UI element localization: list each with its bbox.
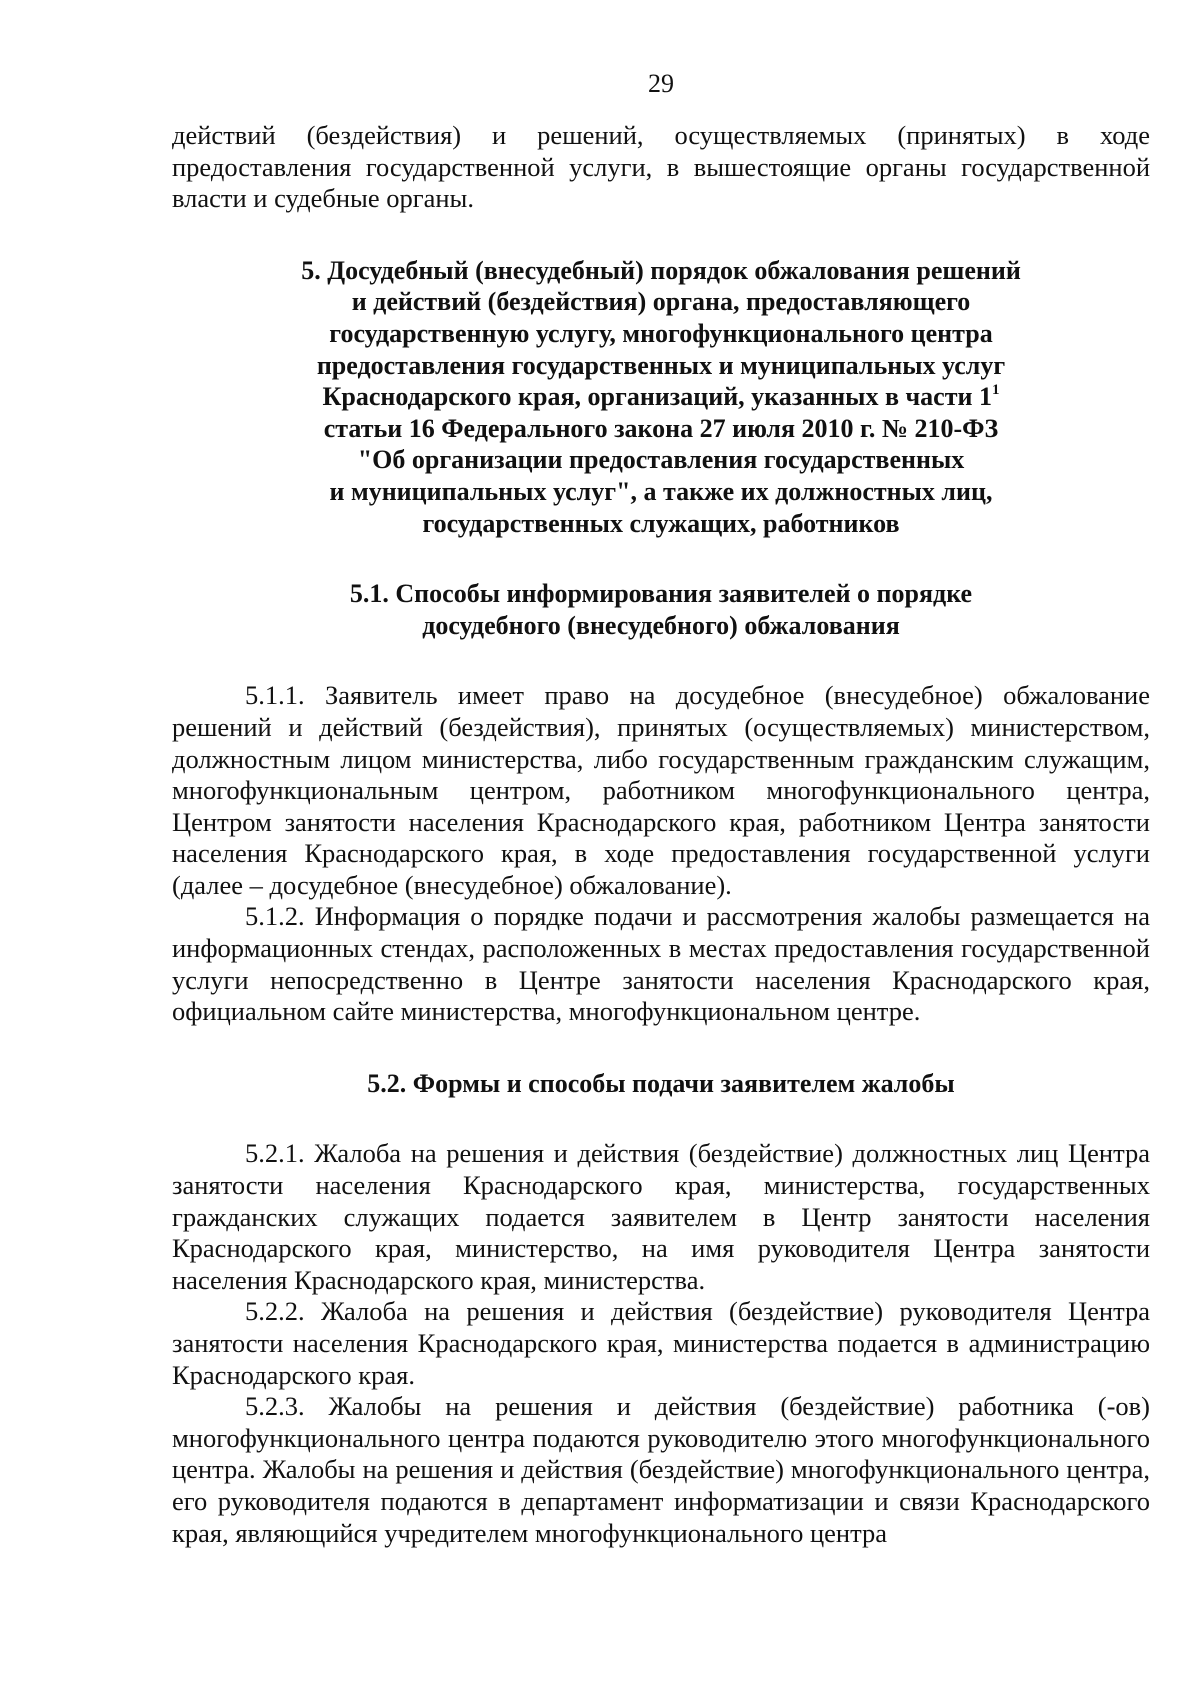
heading-line: статьи 16 Федерального закона 27 июля 2010 г. № 210-ФЗ [323,413,999,443]
superscript-part-number: 1 [991,382,1000,399]
heading-line: досудебного (внесудебного) обжалования [422,610,900,640]
section-5-2-heading: 5.2. Формы и способы подачи заявителем жалобы [367,1068,955,1098]
heading-line: и муниципальных услуг", а также их должностных лиц, [329,476,993,506]
intro-paragraph: действий (бездействия) и решений, осуществляемых (принятых) в ходе предоставления государственной услуги, в вышестоящие органы государственной власти и судебные органы. [172,120,1150,214]
paragraph-5-2-2: 5.2.2. Жалоба на решения и действия (бездействие) руководителя Центра занятости населения Краснодарского края, министерства подается в администрацию Краснодарского края. [172,1296,1150,1390]
heading-line: "Об организации предоставления государственных [357,445,965,475]
heading-line: 5. Досудебный (внесудебный) порядок обжалования решений [301,255,1021,285]
paragraph-5-1-1: 5.1.1. Заявитель имеет право на досудебное (внесудебное) обжалование решений и действий (бездействия), принятых (осуществляемых) министерством, должностным лицом министерства, либо государственным гражданским служащим, многофункциональным центром, работником многофункционального центра, Центром занятости населения Краснодарского края, работником Центра занятости населения Краснодарского края, в ходе предоставления государственной услуги (далее – досудебное (внесудебное) обжалование). [172,680,1150,900]
heading-line: государственную услугу, многофункционального центра [329,318,993,348]
heading-line [172,381,1150,413]
paragraph-5-2-1: 5.2.1. Жалоба на решения и действия (бездействие) должностных лиц Центра занятости населения Краснодарского края, министерства, государственных гражданских служащих подается заявителем в Центр занятости населения Краснодарского края, министерство, на имя руководителя Центра занятости населения Краснодарского края, министерства. [172,1138,1150,1295]
paragraph-5-1-2: 5.1.2. Информация о порядке подачи и рассмотрения жалобы размещается на информационных стендах, расположенных в местах предоставления государственной услуги непосредственно в Центре занятости населения Краснодарского края, официальном сайте министерства, многофункциональном центре. [172,901,1150,1027]
heading-line: 5.1. Способы информирования заявителей о порядке [349,579,973,609]
heading-line: и действий (бездействия) органа, предоставляющего [351,287,971,317]
document-page [172,70,1150,1549]
heading-line: предоставления государственных и муниципальных услуг [316,350,1006,380]
section-5-heading [172,255,1150,539]
heading-line-text: Краснодарского края, организаций, указанных в части 1 [322,382,992,412]
page-number: 29 [648,69,674,98]
section-5-1-heading [172,578,1150,641]
heading-line: государственных служащих, работников [422,508,900,538]
paragraph-5-2-3: 5.2.3. Жалобы на решения и действия (бездействие) работника (-ов) многофункционального центра подаются руководителю этого многофункционального центра. Жалобы на решения и действия (бездействие) многофункционального центра, его руководителя подаются в департамент информатизации и связи Краснодарского края, являющийся учредителем многофункционального центра [172,1391,1150,1548]
